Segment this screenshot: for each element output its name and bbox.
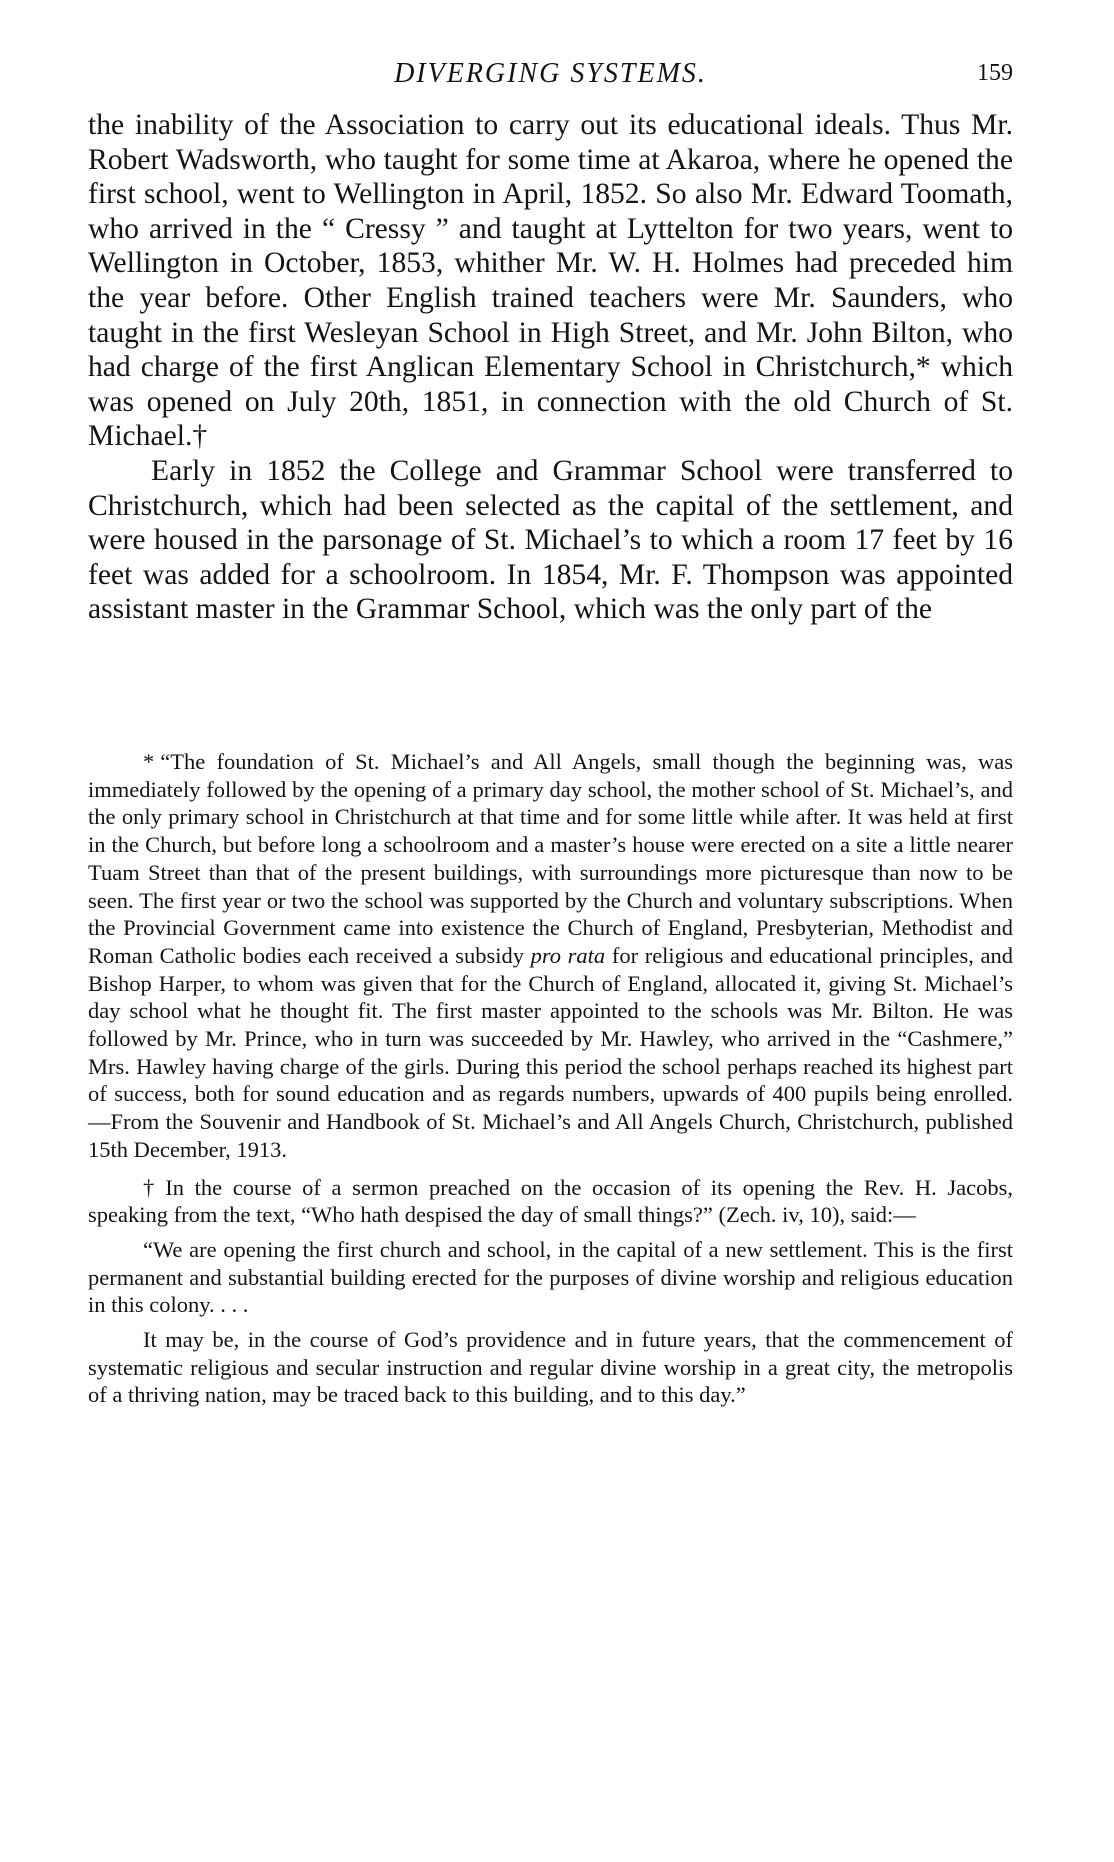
footnote-1-text-a: “The foundation of St. Michael’s and All Angels, small though the beginning was, was immediately followed by the opening of a primary day school, the mother school of St. Michael’s, and the only primary school in Christchurch at that time and for some little while after. It was held at first in the Church, but before long a schoolroom and a master’s house were erected on a site a little nearer Tuam Street than that of the present buildings, with surroundings more picturesque than now to be seen. The first year or two the school was supported by the Church and voluntary subscriptions. When the Provincial Government came into existence the Church of England, Presbyterian, Methodist and Roman Catholic bodies each received a subsidy — [88, 749, 1013, 968]
footnote-marker-asterisk: * — [143, 749, 155, 774]
footnote-1 — [88, 748, 1013, 1164]
body-paragraph-2: Early in 1852 the College and Grammar School were transferred to Christchurch, which had been selected as the capital of the settlement, and were housed in the parsonage of St. Michael’s to which a room 17 feet by 16 feet was added for a schoolroom. In 1854, Mr. F. Thompson was appointed assistant master in the Grammar School, which was the only part of the — [88, 454, 1013, 626]
footnote-1-italic: pro rata — [530, 942, 606, 968]
footnote-1-text-b: for religious and educational principles, and Bishop Harper, to whom was given that for the Church of England, allocated it, giving St. Michael’s day school what he thought fit. The first master appointed to the schools was Mr. Bilton. He was followed by Mr. Prince, who in turn was succeeded by Mr. Hawley, who arrived in the “Cashmere,” Mrs. Hawley having charge of the girls. During this period the school perhaps reached its highest part of success, both for sound education and as regards numbers, upwards of 400 pupils being enrolled. —From the Souvenir and Handbook of St. Michael’s and All Angels Church, Christchurch, published 15th December, 1913. — [88, 942, 1014, 1162]
page-number: 159 — [977, 60, 1013, 86]
body-paragraph-1: the inability of the Association to carry out its educational ideals. Thus Mr. Robert Wadsworth, who taught for some time at Akaroa, where he opened the first school, went to Wellington in April, 1852. So also Mr. Edward Toomath, who arrived in the “ Cressy ” and taught at Lyttelton for two years, went to Wellington in October, 1853, whither Mr. W. H. Holmes had preceded him the year before. Other English trained teachers were Mr. Saunders, who taught in the first Wesleyan School in High Street, and Mr. John Bilton, who had charge of the first Anglican Elementary School in Christchurch,* which was opened on July 20th, 1851, in connection with the old Church of St. Michael.† — [88, 109, 1013, 453]
footnote-2-text: In the course of a sermon preached on the occasion of its opening the Rev. H. Jacobs, speaking from the text, “Who hath despised the day of small things?” (Zech. iv, 10), said:— — [88, 1174, 1014, 1228]
footnote-marker-dagger: † — [143, 1174, 160, 1200]
running-head — [88, 58, 1013, 98]
footnote-2 — [88, 1174, 1013, 1229]
footnote-2-quote-2: It may be, in the course of God’s providence and in future years, that the commencement of systematic religious and secular instruction and regular divine worship in a great city, the metropolis of a thriving nation, may be traced back to this building, and to this day.” — [88, 1327, 1013, 1408]
footnotes — [88, 748, 1013, 1409]
main-text — [88, 108, 1013, 627]
running-title: DIVERGING SYSTEMS. — [394, 58, 707, 89]
footnote-2-quote-1: “We are opening the first church and school, in the capital of a new settlement. This is the first permanent and substantial building erected for the purposes of divine worship and religious education in this colony. . . . — [88, 1236, 1013, 1318]
